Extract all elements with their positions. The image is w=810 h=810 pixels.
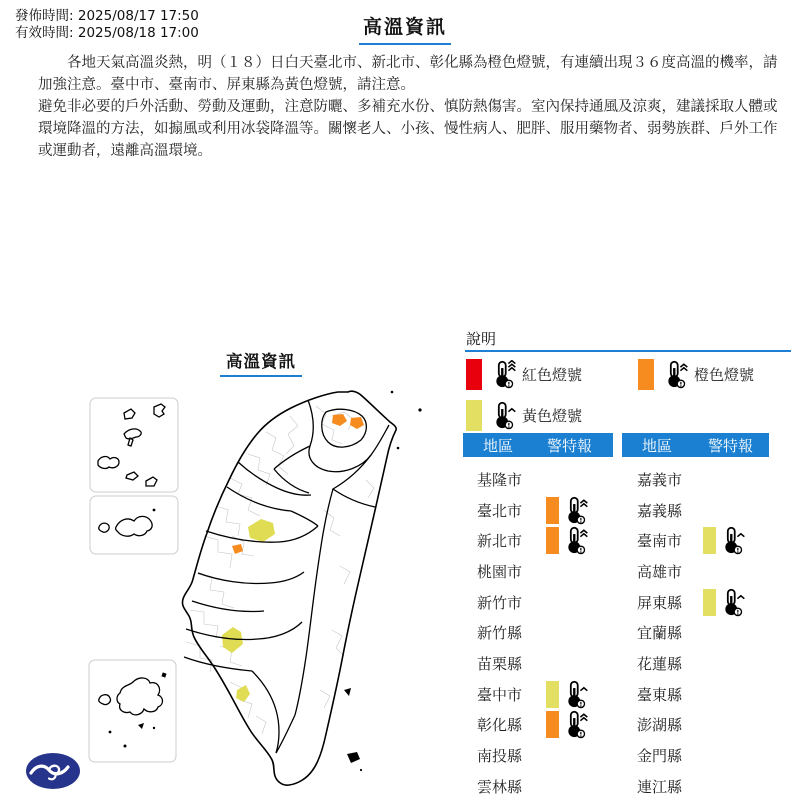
region-name[interactable]: 彰化縣 [477, 716, 523, 735]
region-name[interactable]: 嘉義市 [637, 470, 683, 489]
region-name[interactable]: 新北市 [477, 532, 523, 551]
column-header-region: 地區 [483, 436, 514, 455]
region-name[interactable]: 連江縣 [637, 777, 683, 796]
region-name[interactable]: 花蓮縣 [637, 654, 683, 673]
column-header-warning: 警特報 [708, 436, 754, 455]
region-name[interactable]: 高雄市 [637, 562, 683, 581]
table-row [463, 617, 613, 648]
table-row [622, 556, 769, 587]
region-name[interactable]: 苗栗縣 [477, 654, 523, 673]
table-row [622, 495, 769, 526]
issue-times [15, 8, 199, 42]
region-name[interactable]: 臺北市 [477, 501, 523, 520]
table-row [463, 648, 613, 679]
region-table-right [622, 433, 769, 802]
legend-label-red: 紅色燈號 [522, 365, 583, 384]
thermometer-icon [563, 526, 590, 555]
page-title: 高溫資訊 [0, 12, 810, 45]
patch-taichung-yellow [248, 519, 275, 542]
table-row [463, 771, 613, 802]
warning-description [38, 52, 788, 162]
legend-item-yellow [466, 399, 582, 431]
region-name[interactable]: 金門縣 [637, 747, 683, 766]
column-header-warning: 警特報 [547, 436, 593, 455]
table-header [463, 433, 613, 457]
yellow-color-swatch [466, 400, 482, 431]
region-name[interactable]: 屏東縣 [637, 593, 683, 612]
region-name[interactable]: 新竹市 [477, 593, 523, 612]
patch-changhua-orange [232, 544, 243, 554]
table-row [463, 525, 613, 556]
legend-item-red [466, 358, 582, 390]
patch-tainan-south-yellow [236, 685, 250, 702]
thermometer-icon [663, 360, 690, 389]
heat-warning-icon [703, 526, 747, 555]
table-row [463, 556, 613, 587]
heat-warning-icon [703, 588, 747, 617]
table-row [622, 648, 769, 679]
orange-color-swatch [638, 359, 654, 390]
region-table-left [463, 433, 613, 802]
patch-taipei-west-orange [332, 414, 347, 426]
warning-paragraph-2: 避免非必要的戶外活動、勞動及運動，注意防曬、多補充水份、慎防熱傷害。室內保持通風及涼爽，建議採取人體或環境降溫的方法，如搧風或利用冰袋降溫等。關懷老人、小孩、慢性病人、肥胖、服用藥物者、弱勢族群、戶外工作或運動者，遠離高溫環境。 [38, 99, 778, 159]
region-name[interactable]: 新竹縣 [477, 624, 523, 643]
region-name[interactable]: 南投縣 [477, 747, 523, 766]
table-row [622, 771, 769, 802]
map-title: 高溫資訊 [205, 348, 317, 377]
publish-time-line: 發佈時間: 2025/08/17 17:50 [15, 8, 199, 24]
yellow-heat-icon [466, 400, 518, 431]
legend-item-orange [638, 358, 754, 390]
legend-title: 說明 [466, 330, 497, 348]
valid-time-line: 有效時間: 2025/08/18 17:00 [15, 25, 199, 41]
patch-taipei-east-orange [350, 417, 364, 429]
region-name[interactable]: 臺南市 [637, 532, 683, 551]
taiwan-warning-map[interactable] [80, 330, 460, 810]
region-name[interactable]: 臺中市 [477, 685, 523, 704]
orange-heat-icon [638, 359, 690, 390]
region-name[interactable]: 雲林縣 [477, 777, 523, 796]
heat-warning-icon [546, 526, 590, 555]
table-row [622, 587, 769, 618]
table-row [463, 495, 613, 526]
region-name[interactable]: 嘉義縣 [637, 501, 683, 520]
thermometer-icon [563, 710, 590, 739]
region-name[interactable]: 基隆市 [477, 470, 523, 489]
table-row [463, 587, 613, 618]
region-name[interactable]: 臺東縣 [637, 685, 683, 704]
thermometer-icon [563, 496, 590, 525]
region-name[interactable]: 宜蘭縣 [637, 624, 683, 643]
column-header-region: 地區 [642, 436, 673, 455]
offshore-islets [344, 391, 422, 771]
table-row [622, 617, 769, 648]
table-row [463, 464, 613, 495]
table-row [622, 464, 769, 495]
table-row [622, 710, 769, 741]
heat-warning-icon [546, 496, 590, 525]
county-borders [184, 400, 389, 753]
thermometer-icon [491, 360, 518, 389]
region-name[interactable]: 桃園市 [477, 562, 523, 581]
red-heat-icon [466, 359, 518, 390]
table-row [463, 710, 613, 741]
warning-paragraph-1: 各地天氣高溫炎熱，明（１８）日白天臺北市、新北市、彰化縣為橙色燈號，有連續出現３６度高溫的機率，請加強注意。臺中市、臺南市、屏東縣為黃色燈號，請注意。 [38, 55, 778, 93]
thermometer-icon [563, 680, 590, 709]
table-row [622, 525, 769, 556]
thermometer-icon [720, 588, 747, 617]
thermometer-icon [720, 526, 747, 555]
township-borders [186, 406, 374, 734]
thermometer-icon [491, 401, 518, 430]
legend-label-yellow: 黃色燈號 [522, 406, 583, 425]
table-header [622, 433, 769, 457]
heat-warning-icon [546, 680, 590, 709]
legend-label-orange: 橙色燈號 [694, 365, 755, 384]
table-row [622, 740, 769, 771]
table-row [463, 679, 613, 710]
cwa-logo [24, 750, 82, 792]
region-name[interactable]: 澎湖縣 [637, 716, 683, 735]
heat-warning-icon [546, 710, 590, 739]
table-row [622, 679, 769, 710]
red-color-swatch [466, 359, 482, 390]
table-row [463, 740, 613, 771]
legend-divider [465, 350, 791, 352]
